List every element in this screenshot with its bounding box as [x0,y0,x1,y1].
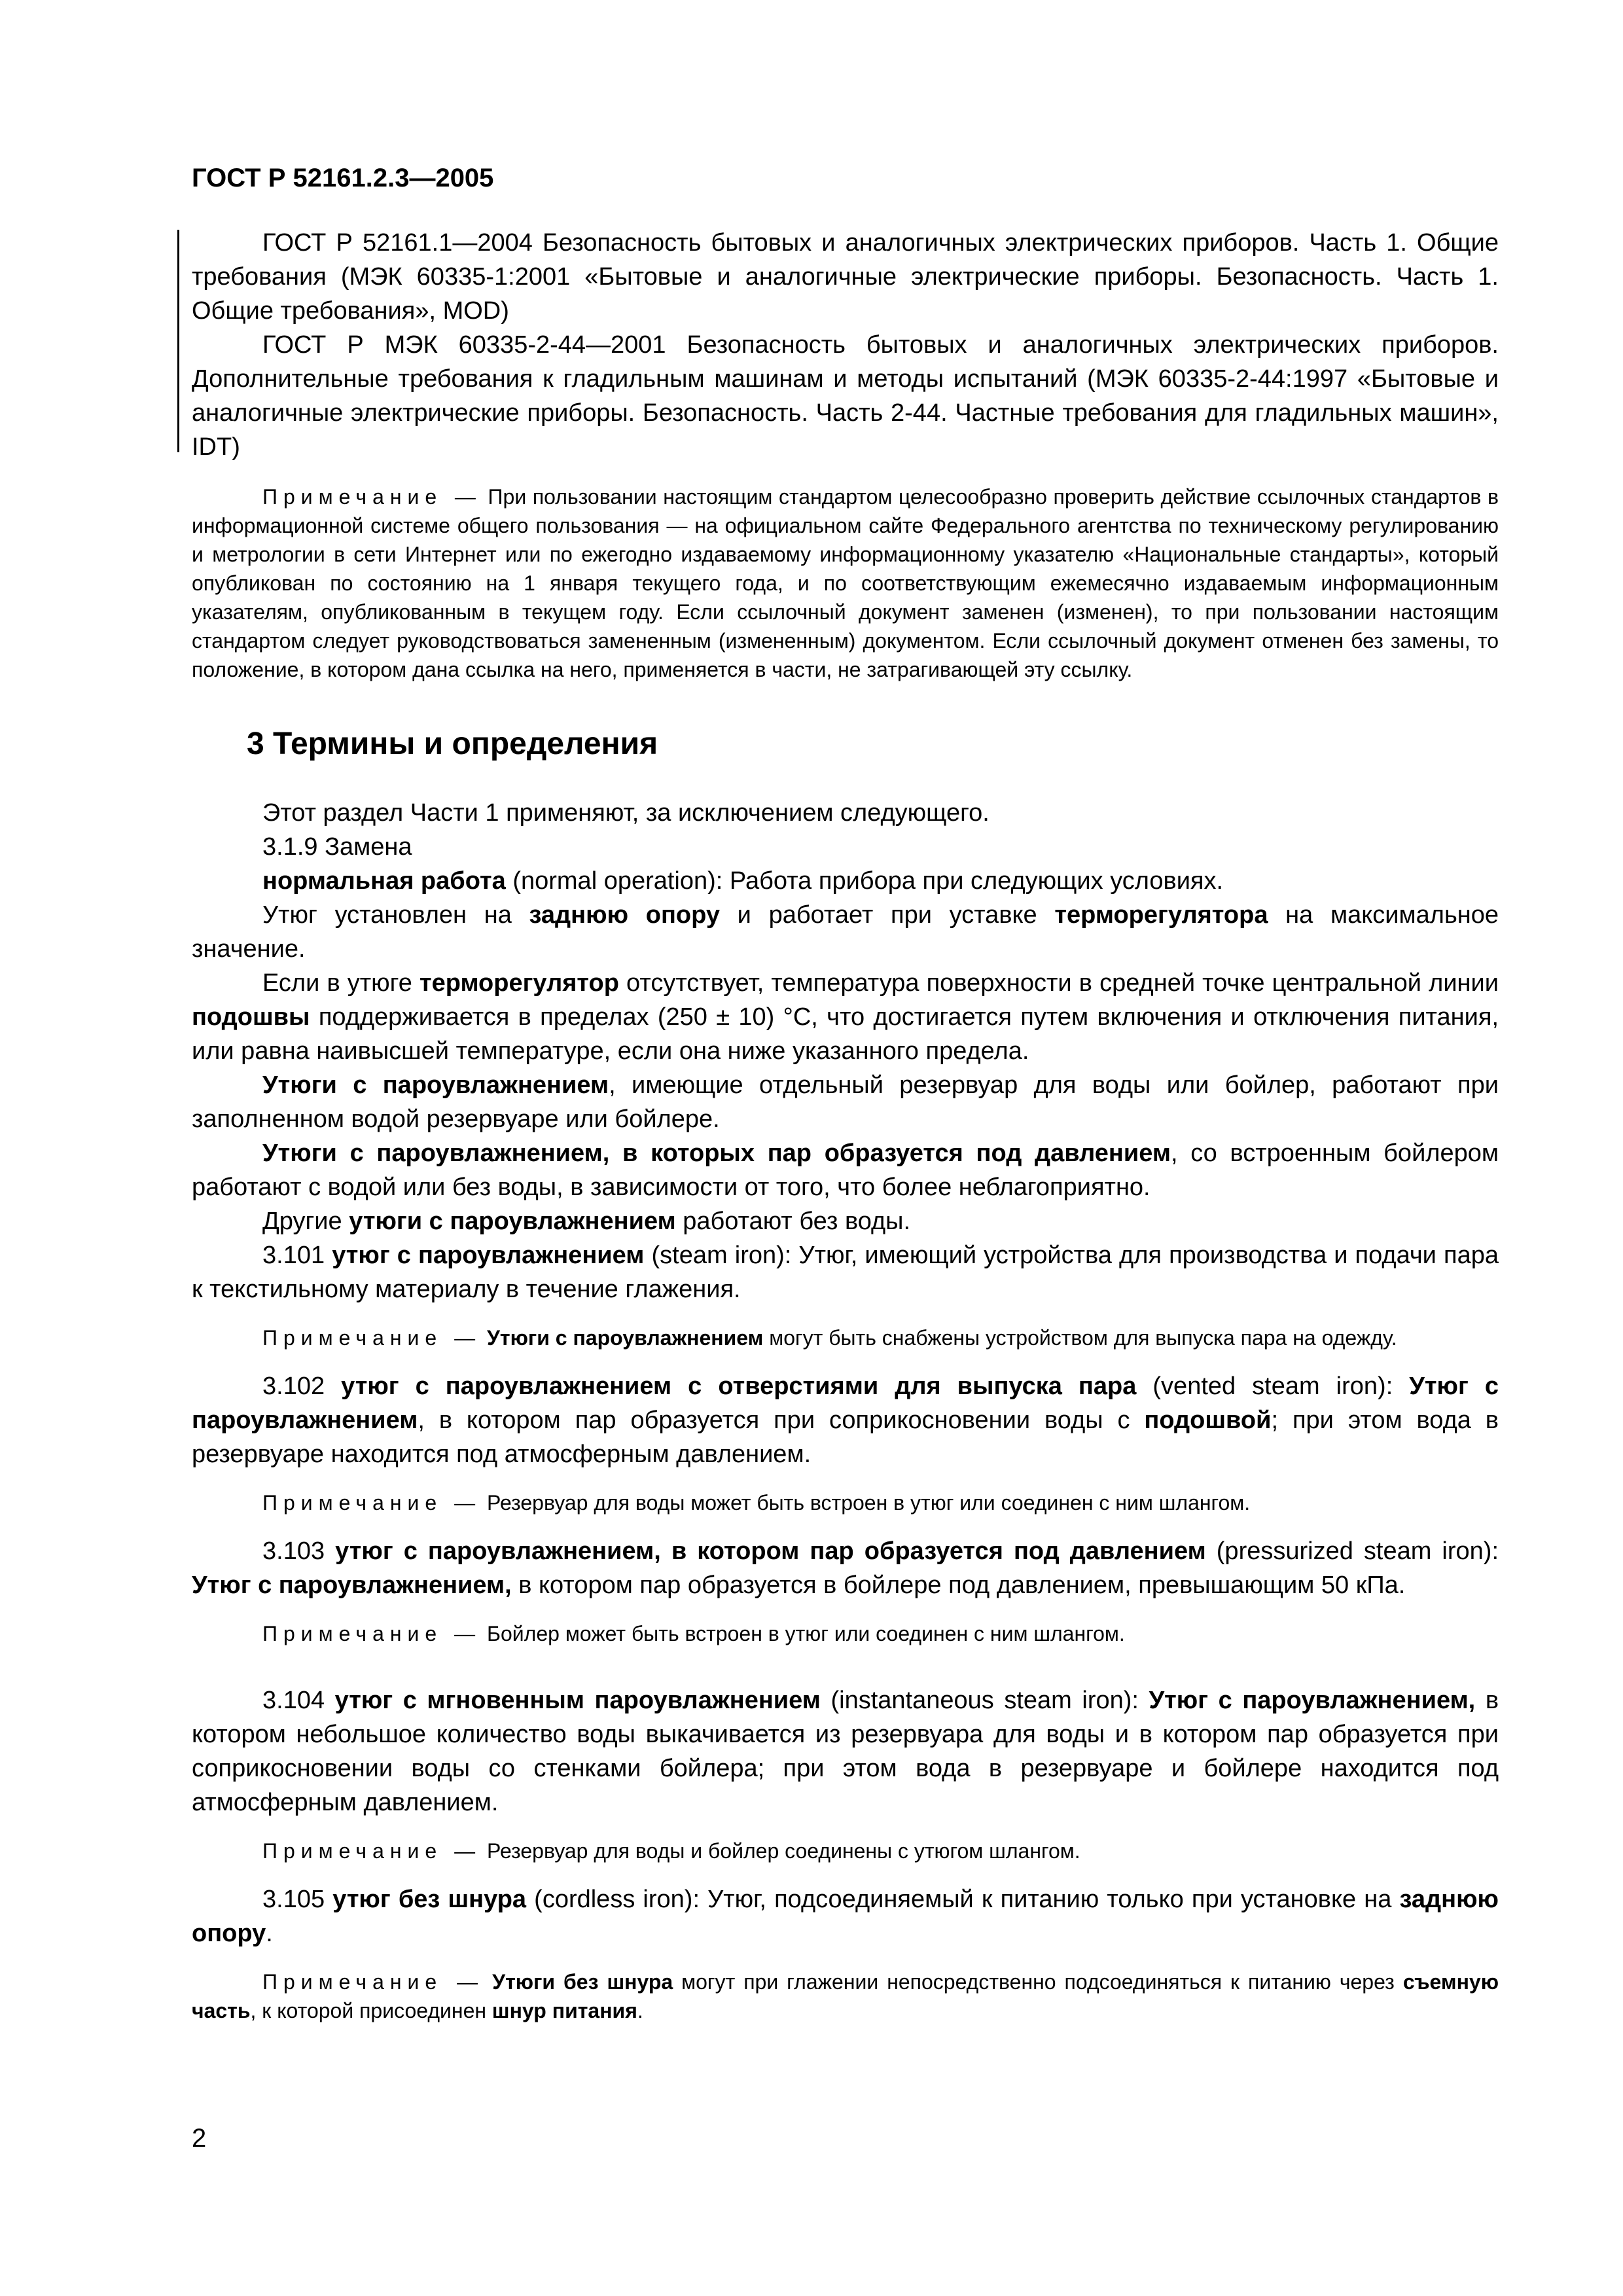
definition-text: (steam iron): Утюг, имеющий устройства для производства и подачи пара к текстильному материалу в течение глажения. [192,1242,1499,1303]
definition-text: , в котором пар образуется при соприкосновении воды с [418,1407,1145,1434]
definition-text: в котором пар образуется в бойлере под давлением, превышающим 50 кПа. [511,1571,1406,1599]
definition-3-104 [192,1683,1499,1820]
term: Утюги без шнура [492,1970,673,1994]
note-text: При пользовании настоящим стандартом целесообразно проверить действие ссылочных стандартов в информационной системе общего пользования — на официальном сайте Федерального агентства по техническому регулированию и метрологии в сети Интернет или по ежегодно издаваемому информационному указателю «Национальные стандарты», который опубликован по состоянию на 1 января текущего года, и по соответствующим ежемесячно издаваемым информационным указателям, опубликованным в текущем году. Если ссылочный документ заменен (изменен), то при пользовании настоящим стандартом следует руководствоваться замененным (измененным) документом. Если ссылочный документ отменен без замены, то положение, в котором дана ссылка на него, применяется в части, не затрагивающей эту ссылку. [192,485,1499,681]
definition-3-105 [192,1882,1499,1950]
text: , со встроенным бойлером работают с водой или без воды, в зависимости от того, что более неблагоприятно. [192,1139,1499,1201]
term: подошвой [1144,1407,1272,1434]
definition-text: . [266,1920,273,1947]
text: Если в утюге [262,969,419,997]
text: на максимальное значение. [192,901,1499,963]
text: работают без воды. [675,1208,911,1235]
term: подошвы [192,1003,310,1031]
text: отсутствует, температура поверхности в средней точке центральной линии [618,969,1499,997]
note-text: , к которой присоединен [250,1999,492,2022]
clause-number: 3.102 [262,1372,342,1400]
page-content [192,226,1499,2025]
reference-item: ГОСТ Р 52161.1—2004 Безопасность бытовых и аналогичных электрических приборов. Часть 1. Общие требования (МЭК 60335-1:2001 «Бытовые и аналогичные электрические приборы. Безопасность. Часть 1. Общие требования», MOD) [192,229,1499,325]
note-3-103 [192,1619,1499,1648]
normative-references-block [192,226,1499,464]
note-text: Бойлер может быть встроен в утюг или соединен с ним шлангом. [487,1622,1125,1645]
note-text: могут при глажении непосредственно подсоединяться к питанию через [673,1970,1403,1994]
definition-normal-operation [192,864,1499,898]
definition-text: (cordless iron): Утюг, подсоединяемый к питанию только при установке на [526,1886,1400,1913]
note-references [192,482,1499,684]
clause-number: 3.101 [262,1242,332,1269]
term: утюги с пароувлажнением [349,1208,676,1235]
term: утюг с пароувлажнением [332,1242,645,1269]
term: Утюг с пароувлажнением [192,1372,1499,1434]
page-number: 2 [192,2124,207,2153]
term: Утюги с пароувлажнением, в которых пар образуется под давлением [262,1139,1171,1167]
text: поддерживается в пределах (250 ± 10) °С, что достигается путем включения и отключения питания, или равна наивысшей температуре, если она ниже указанного предела. [192,1003,1499,1065]
definition-text: в котором небольшое количество воды выкачивается из резервуара для воды и в котором пар образуется при соприкосновении воды со стенками бойлера; при этом вода в резервуаре и бойлере находится под атмосферным давлением. [192,1687,1499,1816]
clause-3-1-9: 3.1.9 Замена [262,833,412,861]
clause-number: 3.105 [262,1886,333,1913]
paragraph [192,966,1499,1068]
definition-text: (instantaneous steam iron): [820,1687,1149,1714]
term: заднюю опору [529,901,720,929]
clause-number: 3.103 [262,1537,336,1565]
term: Утюг с пароувлажнением, [192,1571,512,1599]
term: Утюг с пароувлажнением, [1149,1687,1476,1714]
definition-3-101 [192,1238,1499,1306]
note-label: Примечание — [262,485,482,509]
term: шнур питания [491,1999,637,2022]
definition-text: ; при этом вода в резервуаре находится под атмосферным давлением. [192,1407,1499,1468]
term: нормальная работа [262,867,506,895]
page-header-standard-id: ГОСТ Р 52161.2.3—2005 [192,164,494,192]
term: съемную часть [192,1970,1499,2022]
term: терморегулятора [1054,901,1268,929]
section-title: 3 Термины и определения [247,726,658,761]
note-3-101 [192,1323,1499,1352]
text: и работает при уставке [719,901,1055,929]
term: заднюю опору [192,1886,1499,1947]
paragraph [192,1068,1499,1136]
note-text: Резервуар для воды может быть встроен в утюг или соединен с ним шлангом. [487,1491,1251,1515]
term: утюг с пароувлажнением, в котором пар образуется под давлением [335,1537,1206,1565]
note-3-104 [192,1837,1499,1865]
reference-item: ГОСТ Р МЭК 60335-2-44—2001 Безопасность бытовых и аналогичных электрических приборов. Дополнительные требования к гладильным машинам и методы испытаний (МЭК 60335-2-44:1997 «Бытовые и аналогичные электрические приборы. Безопасность. Часть 2-44. Частные требования для гладильных машин», IDT) [192,331,1499,461]
note-3-102 [192,1488,1499,1517]
text: Утюг установлен на [262,901,529,929]
definition-text: (pressurized steam iron): [1205,1537,1499,1565]
note-label: Примечание — [262,1622,482,1645]
term: утюг с мгновенным пароувлажнением [334,1687,821,1714]
note-text: Резервуар для воды и бойлер соединены с утюгом шлангом. [487,1839,1080,1863]
term: терморегулятор [419,969,619,997]
note-3-105 [192,1967,1499,2025]
term: утюг без шнура [332,1886,527,1913]
definition-3-102 [192,1369,1499,1471]
definition-text: (vented steam iron): [1136,1372,1410,1400]
note-label: Примечание — [262,1970,484,1994]
note-label: Примечание — [262,1491,482,1515]
section-intro: Этот раздел Части 1 применяют, за исключением следующего. [262,799,990,827]
note-label: Примечание — [262,1326,482,1350]
paragraph [192,1136,1499,1204]
clause-number: 3.104 [262,1687,335,1714]
paragraph [192,1204,1499,1238]
definition-3-103 [192,1534,1499,1602]
note-text: . [637,1999,643,2022]
note-label: Примечание — [262,1839,482,1863]
term: утюг с пароувлажнением с отверстиями для выпуска пара [341,1372,1137,1400]
text: Другие [262,1208,349,1235]
term: Утюги с пароувлажнением [262,1071,609,1099]
term: Утюги с пароувлажнением [487,1326,764,1350]
definition-text: (normal operation): Работа прибора при следующих условиях. [505,867,1224,895]
note-text: могут быть снабжены устройством для выпуска пара на одежду. [763,1326,1397,1350]
text: , имеющие отдельный резервуар для воды или бойлер, работают при заполненном водой резервуаре или бойлере. [192,1071,1499,1133]
change-bar [177,230,179,452]
paragraph [192,898,1499,966]
